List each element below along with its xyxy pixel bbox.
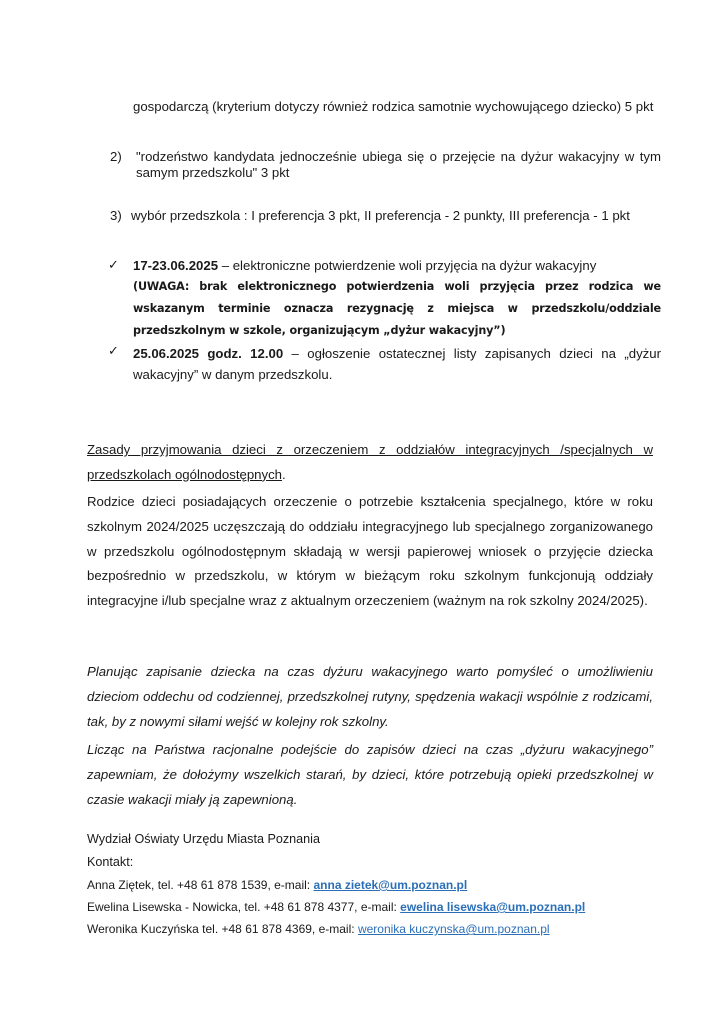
integration-heading	[87, 438, 653, 488]
checkmark-icon: ✓	[108, 257, 119, 272]
criterion-3-text: wybór przedszkola : I preferencja 3 pkt, II preferencja - 2 punkty, III preferencja - 1 pkt	[131, 208, 630, 223]
contact-label: Kontakt:	[87, 855, 134, 869]
contact-row	[87, 896, 585, 918]
timeline-item-1	[133, 257, 661, 342]
checkmark-icon: ✓	[108, 343, 119, 358]
heading-period: .	[282, 466, 286, 482]
criterion-3-number: 3)	[110, 208, 122, 223]
contact-info: Weronika Kuczyńska tel. +48 61 878 4369, e-mail:	[87, 922, 358, 936]
criterion-1-continuation: gospodarczą (kryterium dotyczy również rodzica samotnie wychowującego dziecko) 5 pkt	[133, 99, 654, 114]
criterion-2-number: 2)	[110, 149, 122, 164]
timeline-date-1: 17-23.06.2025	[133, 258, 219, 273]
closing-paragraph-2: Licząc na Państwa racjonalne podejście do zapisów dzieci na czas „dyżuru wakacyjnego” zapewniam, że dołożymy wszelkich starań, by dzieci, które potrzebują opieki przedszkolnej w czasie wakacji miały ją zapewnioną.	[87, 742, 653, 807]
contact-info: Ewelina Lisewska - Nowicka, tel. +48 61 878 4377, e-mail:	[87, 900, 401, 914]
closing-paragraph-1: Planując zapisanie dziecka na czas dyżuru wakacyjnego warto pomyśleć o umożliwieniu dzieciom oddechu od codziennej, przedszkolnej rutyny, spędzenia wakacji wspólnie z rodzicami, tak, by z nowymi siłami wejść w kolejny rok szkolny.	[87, 664, 653, 729]
timeline-text-1: – elektroniczne potwierdzenie woli przyjęcia na dyżur wakacyjny	[218, 258, 597, 273]
email-link[interactable]: anna zietek@um.poznan.pl	[313, 878, 468, 892]
timeline-text-2: – ogłoszenie ostatecznej listy zapisanych dzieci na „dyżur wakacyjny” w danym przedszkolu.	[133, 346, 661, 382]
department-name: Wydział Oświaty Urzędu Miasta Poznania	[87, 832, 320, 846]
integration-body: Rodzice dzieci posiadających orzeczenie o potrzebie kształcenia specjalnego, które w roku szkolnym 2024/2025 uczęszczają do oddziału integracyjnego lub specjalnego zorganizowanego w przedszkolu ogólnodostępnym składają w wersji papierowej wniosek o przyjęcie dziecka bezpośrednio w przedszkolu, w którym w bieżącym roku szkolnym funkcjonują oddziały integracyjne i/lub specjalne wraz z aktualnym orzeczeniem (ważnym na rok szkolny 2024/2025).	[87, 494, 653, 609]
timeline-item-2	[133, 343, 661, 385]
contact-row	[87, 874, 467, 896]
email-link[interactable]: weronika kuczynska@um.poznan.pl	[357, 922, 550, 936]
criterion-2-text: "rodzeństwo kandydata jednocześnie ubiega się o przejęcie na dyżur wakacyjny w tym samym przedszkolu" 3 pkt	[136, 149, 661, 180]
contact-info: Anna Ziętek, tel. +48 61 878 1539, e-mail:	[87, 878, 314, 892]
integration-heading-text: Zasady przyjmowania dzieci z orzeczeniem z oddziałów integracyjnych /specjalnych w przedszkolach ogólnodostępnych	[87, 442, 653, 482]
email-link[interactable]: ewelina lisewska@um.poznan.pl	[400, 900, 586, 914]
contact-row	[87, 918, 550, 940]
timeline-date-2: 25.06.2025 godz. 12.00	[133, 346, 284, 361]
timeline-note-1: (UWAGA: brak elektronicznego potwierdzenia woli przyjęcia przez rodzica we wskazanym terminie oznacza rezygnację z miejsca w przedszkolu/oddziale przedszkolnym w szkole, organizującym „dyżur wakacyjny”)	[133, 280, 661, 337]
